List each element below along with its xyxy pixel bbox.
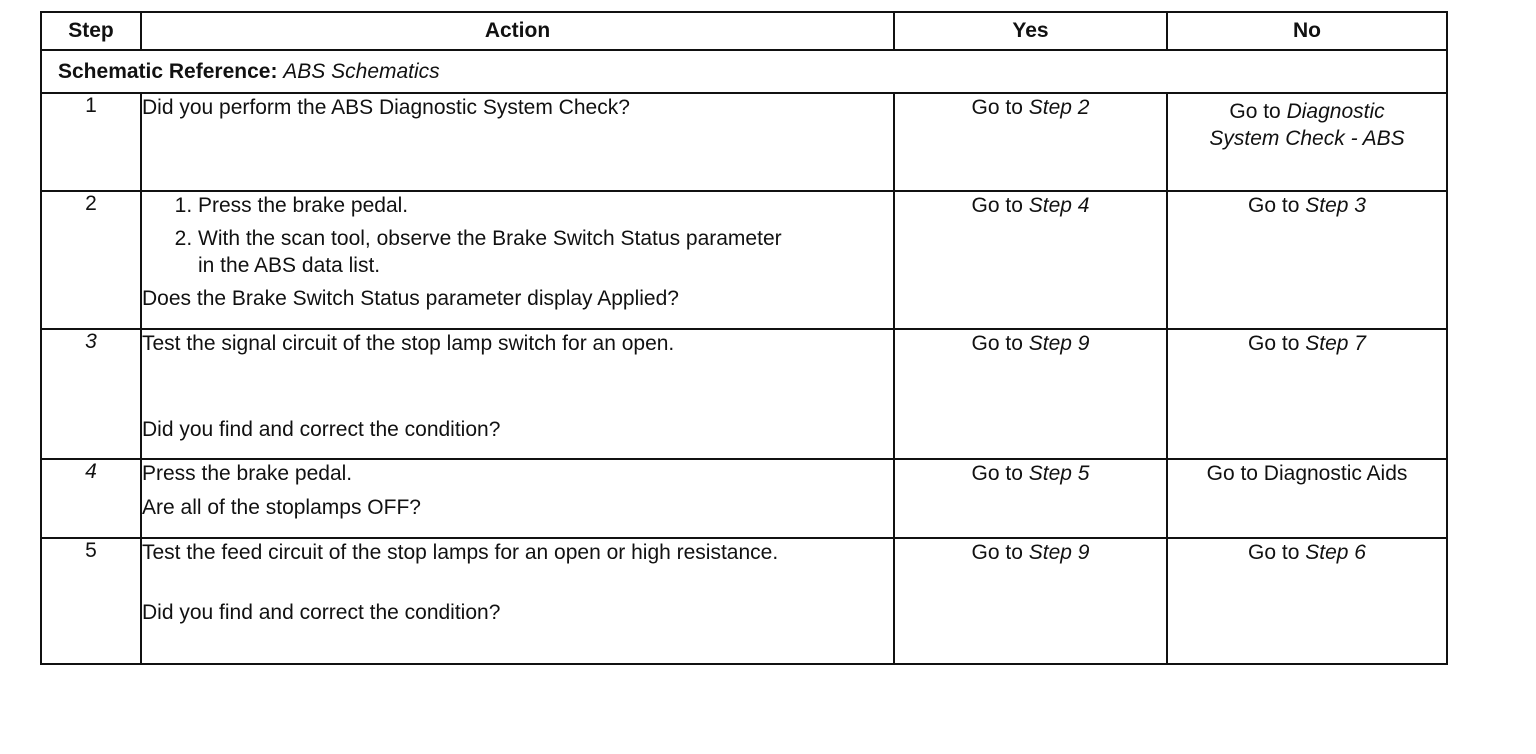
- action-spacer: [142, 566, 893, 599]
- step-number-cell: [41, 538, 141, 664]
- schematic-reference-label: Schematic Reference:: [58, 59, 278, 83]
- yes-cell: [894, 329, 1167, 459]
- no-cell: [1167, 538, 1447, 664]
- schematic-reference-link[interactable]: ABS Schematics: [283, 59, 440, 83]
- schematic-reference-cell: [41, 50, 1447, 93]
- action-text: Test the feed circuit of the stop lamps for an open or high resistance.: [142, 541, 779, 564]
- no-cell: [1167, 93, 1447, 191]
- diagnostic-table: [40, 11, 1448, 665]
- table-row-step-4: [41, 459, 1447, 538]
- action-cell: [141, 459, 894, 538]
- no-prefix: Go to: [1229, 100, 1281, 123]
- step-number: 3: [85, 330, 97, 353]
- action-text: Press the brake pedal.: [142, 462, 353, 485]
- no-cell: [1167, 191, 1447, 329]
- step-number-cell: [41, 93, 141, 191]
- header-action: Action: [141, 12, 894, 50]
- action-cell: [141, 93, 894, 191]
- action-text: Test the signal circuit of the stop lamp switch for an open.: [142, 332, 675, 355]
- header-row: [41, 12, 1447, 50]
- schematic-reference-row: [41, 50, 1447, 93]
- step-number: 5: [85, 539, 97, 562]
- yes-step-link[interactable]: Step 9: [1028, 332, 1090, 355]
- no-prefix: Go to: [1248, 541, 1300, 564]
- action-cell: [141, 329, 894, 459]
- header-yes: Yes: [894, 12, 1167, 50]
- action-spacer: [142, 357, 893, 416]
- no-cell: [1167, 459, 1447, 538]
- yes-step-link[interactable]: Step 2: [1028, 96, 1090, 119]
- yes-prefix: Go to: [971, 96, 1023, 119]
- yes-step-link[interactable]: Step 9: [1028, 541, 1090, 564]
- yes-prefix: Go to: [971, 332, 1023, 355]
- action-cell: [141, 191, 894, 329]
- header-no: No: [1167, 12, 1447, 50]
- no-prefix: Go to: [1248, 194, 1300, 217]
- yes-cell: [894, 191, 1167, 329]
- yes-prefix: Go to: [971, 194, 1023, 217]
- action-list: [142, 192, 893, 279]
- no-step-link[interactable]: Step 3: [1305, 194, 1366, 217]
- action-question: Did you find and correct the condition?: [142, 601, 501, 624]
- action-question: Does the Brake Switch Status parameter display Applied?: [142, 287, 679, 310]
- step-number: 4: [85, 460, 97, 483]
- action-question: Are all of the stoplamps OFF?: [142, 496, 421, 519]
- step-number: 1: [85, 94, 97, 117]
- action-cell: [141, 538, 894, 664]
- yes-cell: [894, 459, 1167, 538]
- yes-prefix: Go to: [971, 462, 1023, 485]
- step-number: 2: [85, 192, 97, 215]
- action-question: Did you find and correct the condition?: [142, 418, 501, 441]
- action-list-item: 2. With the scan tool, observe the Brake Switch Status parameter in the ABS data list.: [198, 225, 893, 279]
- yes-cell: [894, 93, 1167, 191]
- yes-step-link[interactable]: Step 4: [1028, 194, 1090, 217]
- step-number-cell: [41, 459, 141, 538]
- action-text: Did you perform the ABS Diagnostic System Check?: [142, 96, 630, 119]
- table-row-step-5: [41, 538, 1447, 664]
- table-row-step-1: [41, 93, 1447, 191]
- table-row-step-2: [41, 191, 1447, 329]
- yes-prefix: Go to: [971, 541, 1023, 564]
- table-row-step-3: [41, 329, 1447, 459]
- action-spacer: [142, 487, 893, 494]
- no-diagnostic-link-line1[interactable]: Diagnostic: [1286, 100, 1385, 123]
- header-step: Step: [41, 12, 141, 50]
- no-step-link[interactable]: Step 7: [1305, 332, 1366, 355]
- no-diagnostic-aids-link[interactable]: Go to Diagnostic Aids: [1206, 462, 1408, 485]
- no-prefix: Go to: [1248, 332, 1300, 355]
- step-number-cell: [41, 191, 141, 329]
- yes-step-link[interactable]: Step 5: [1028, 462, 1090, 485]
- no-diagnostic-link-line2[interactable]: System Check - ABS: [1209, 127, 1405, 150]
- no-step-link[interactable]: Step 6: [1305, 541, 1366, 564]
- action-list-item: 1. Press the brake pedal.: [198, 192, 893, 219]
- no-cell: [1167, 329, 1447, 459]
- yes-cell: [894, 538, 1167, 664]
- step-number-cell: [41, 329, 141, 459]
